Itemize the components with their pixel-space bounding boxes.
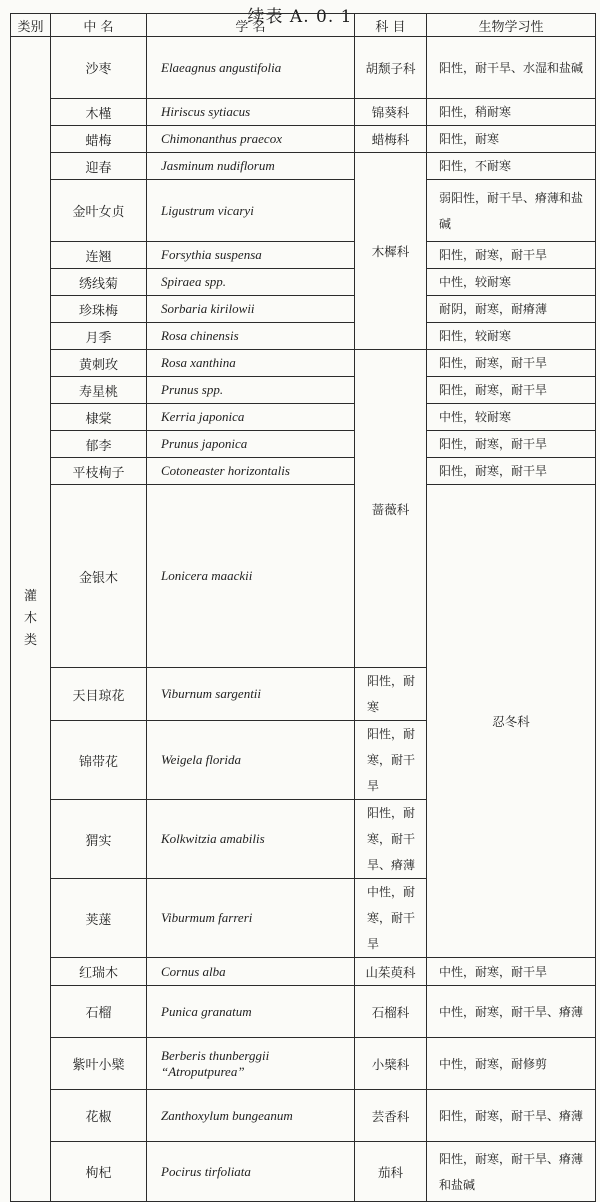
chinese-name: 黄刺玫 [51,350,147,377]
scientific-name: Prunus japonica [147,431,355,458]
table-title: 续表 A. 0. 1 [247,7,353,27]
habit: 中性，耐寒，耐干旱、瘠薄 [427,986,596,1038]
habit: 中性，耐寒，耐修剪 [427,1038,596,1090]
chinese-name: 沙枣 [51,37,147,99]
chinese-name: 金银木 [51,485,147,668]
family: 忍冬科 [427,485,596,958]
table-row [11,99,596,126]
scientific-name: Chimonanthus praecox [147,126,355,153]
habit: 阳性，稍耐寒 [427,99,596,126]
habit: 阳性，耐寒 [427,126,596,153]
family: 山茱萸科 [355,958,427,986]
table-row [11,404,596,431]
table-row [11,986,596,1038]
chinese-name: 寿星桃 [51,377,147,404]
chinese-name: 棣棠 [51,404,147,431]
scientific-name: Ligustrum vicaryi [147,180,355,242]
scientific-name: Kolkwitzia amabilis [147,800,355,879]
habit: 阳性，耐干旱、水湿和盐碱 [427,37,596,99]
family: 胡颓子科 [355,37,427,99]
chinese-name: 花椒 [51,1090,147,1142]
scientific-name: Rosa xanthina [147,350,355,377]
chinese-name: 猬实 [51,800,147,879]
habit: 阳性，耐寒，耐干旱 [427,242,596,269]
habit: 阳性，不耐寒 [427,153,596,180]
chinese-name: 珍珠梅 [51,296,147,323]
chinese-name: 郁李 [51,431,147,458]
habit: 阳性，耐寒，耐干旱、瘠薄 [355,800,427,879]
table-row [11,1038,596,1090]
header-family: 科 目 [355,14,427,37]
table-row [11,1090,596,1142]
habit: 阳性，耐寒，耐干旱、瘠薄和盐碱 [427,1142,596,1202]
table-row [11,296,596,323]
header-habit: 生物学习性 [427,14,596,37]
chinese-name: 枸杞 [51,1142,147,1202]
table-row [11,269,596,296]
table-row [11,485,596,668]
scientific-name: Jasminum nudiflorum [147,153,355,180]
habit: 阳性，耐寒，耐干旱 [427,350,596,377]
chinese-name: 蜡梅 [51,126,147,153]
table-row [11,350,596,377]
scientific-name: Cotoneaster horizontalis [147,458,355,485]
chinese-name: 月季 [51,323,147,350]
table-row [11,431,596,458]
table-row [11,377,596,404]
chinese-name: 荚蒾 [51,879,147,958]
chinese-name: 红瑞木 [51,958,147,986]
scientific-name: Zanthoxylum bungeanum [147,1090,355,1142]
habit: 阳性，耐寒，耐干旱 [427,431,596,458]
table-row [11,323,596,350]
scientific-name: Hiriscus sytiacus [147,99,355,126]
chinese-name: 金叶女贞 [51,180,147,242]
chinese-name: 绣线菊 [51,269,147,296]
chinese-name: 紫叶小檗 [51,1038,147,1090]
table-row [11,1142,596,1202]
family: 芸香科 [355,1090,427,1142]
habit: 中性，耐寒，耐干旱 [427,958,596,986]
scientific-name: Sorbaria kirilowii [147,296,355,323]
family: 石榴科 [355,986,427,1038]
scientific-name: Weigela florida [147,721,355,800]
table-row [11,958,596,986]
table-row [11,153,596,180]
table-row [11,458,596,485]
family: 锦葵科 [355,99,427,126]
family: 木樨科 [355,153,427,350]
table-row [11,126,596,153]
chinese-name: 天目琼花 [51,668,147,721]
chinese-name: 锦带花 [51,721,147,800]
chinese-name: 平枝栒子 [51,458,147,485]
habit: 中性，较耐寒 [427,269,596,296]
table-row [11,37,596,99]
category-cell [11,37,51,1202]
habit: 中性，耐寒，耐干旱 [355,879,427,958]
habit: 阳性，耐寒，耐干旱 [355,721,427,800]
habit: 耐阴，耐寒，耐瘠薄 [427,296,596,323]
family: 蔷薇科 [355,350,427,668]
scientific-name: Pocirus tirfoliata [147,1142,355,1202]
family: 蜡梅科 [355,126,427,153]
habit: 阳性，较耐寒 [427,323,596,350]
scientific-name: Berberis thunberggii “Atroputpurea” [147,1038,355,1090]
category-label: 灌木类 [23,589,37,648]
family: 小檗科 [355,1038,427,1090]
family: 茄科 [355,1142,427,1202]
scientific-name: Elaeagnus angustifolia [147,37,355,99]
scientific-name: Rosa chinensis [147,323,355,350]
scientific-name: Viburmum farreri [147,879,355,958]
chinese-name: 木槿 [51,99,147,126]
habit: 弱阳性，耐干旱、瘠薄和盐碱 [427,180,596,242]
header-scientific: 学 名 [147,14,355,37]
scientific-name: Viburnum sargentii [147,668,355,721]
table-row [11,242,596,269]
chinese-name: 连翘 [51,242,147,269]
scientific-name: Spiraea spp. [147,269,355,296]
habit: 阳性，耐寒 [355,668,427,721]
header-row [11,14,596,37]
scientific-name: Cornus alba [147,958,355,986]
scientific-name: Lonicera maackii [147,485,355,668]
scientific-name: Prunus spp. [147,377,355,404]
header-category: 类别 [11,14,51,37]
habit: 中性，较耐寒 [427,404,596,431]
habit: 阳性，耐寒，耐干旱 [427,458,596,485]
habit: 阳性，耐寒，耐干旱 [427,377,596,404]
chinese-name: 迎春 [51,153,147,180]
table-row [11,180,596,242]
scientific-name: Forsythia suspensa [147,242,355,269]
chinese-name: 石榴 [51,986,147,1038]
scientific-name: Punica granatum [147,986,355,1038]
plant-table [10,13,596,1202]
header-name: 中 名 [51,14,147,37]
scientific-name: Kerria japonica [147,404,355,431]
habit: 阳性，耐寒，耐干旱、瘠薄 [427,1090,596,1142]
